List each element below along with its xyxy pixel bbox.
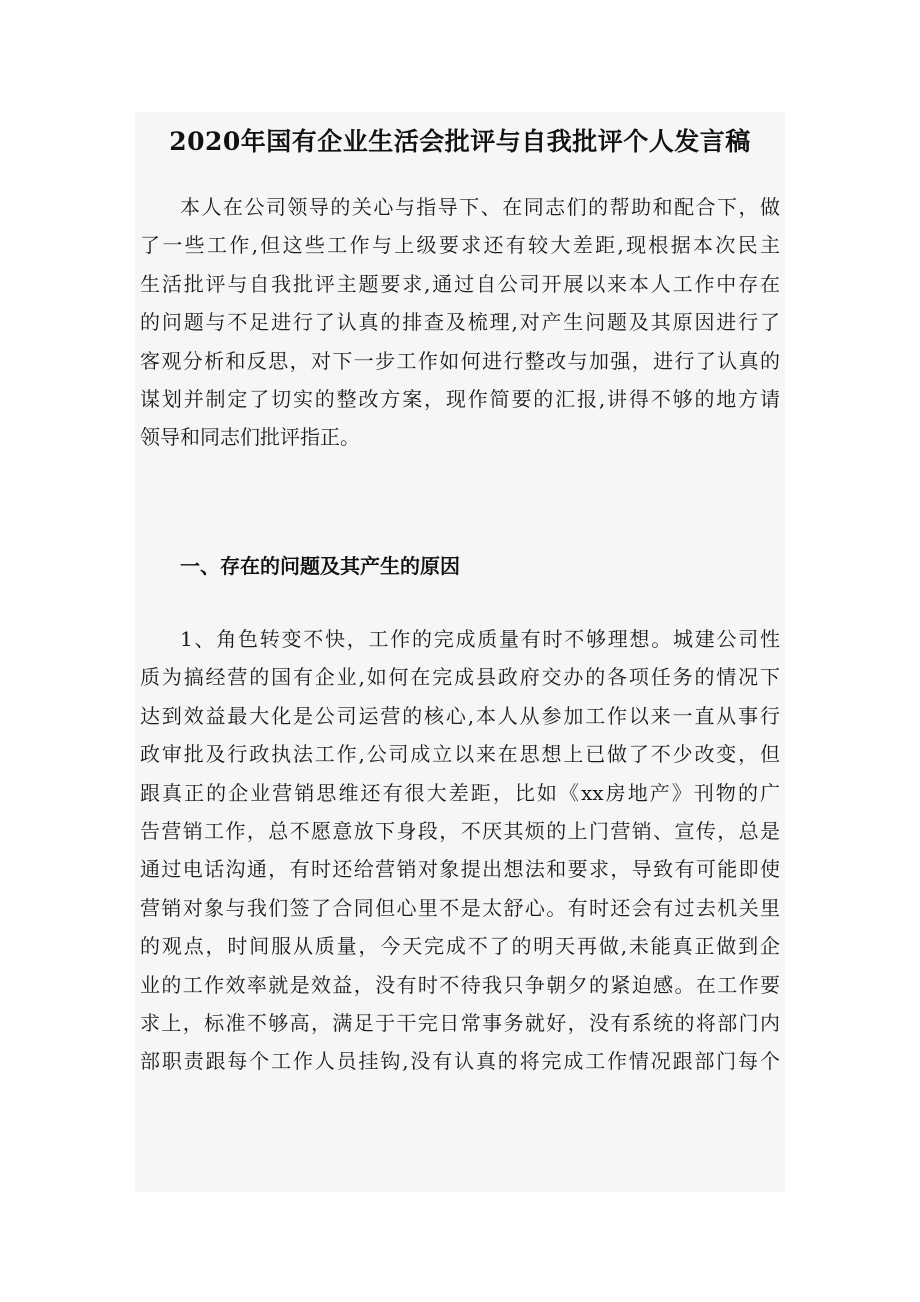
text-line: 通过电话沟通，有时还给营销对象提出想法和要求，导致有可能即使	[140, 857, 780, 882]
text-line: 业的工作效率就是效益，没有时不待我只争朝夕的紧迫感。在工作要	[140, 972, 780, 997]
text-line: 的问题与不足进行了认真的排查及梳理,对产生问题及其原因进行了	[140, 310, 780, 335]
section-heading: 一、存在的问题及其产生的原因	[180, 554, 460, 578]
document-page	[135, 112, 785, 1192]
text-line: 生活批评与自我批评主题要求,通过自公司开展以来本人工作中存在	[140, 271, 780, 296]
document-title: 2020年国有企业生活会批评与自我批评个人发言稿	[169, 127, 751, 156]
text-line: 营销对象与我们签了合同但心里不是太舒心。有时还会有过去机关里	[140, 895, 780, 920]
text-line: 领导和同志们批评指正。	[140, 425, 360, 450]
text-line: 部职责跟每个工作人员挂钩,没有认真的将完成工作情况跟部门每个	[140, 1049, 780, 1074]
text-line: 告营销工作，总不愿意放下身段，不厌其烦的上门营销、宣传，总是	[140, 818, 780, 843]
text-line: 求上，标准不够高，满足于干完日常事务就好，没有系统的将部门内	[140, 1010, 780, 1035]
text-line: 本人在公司领导的关心与指导下、在同志们的帮助和配合下，做	[180, 195, 780, 219]
intro-paragraph	[140, 188, 780, 457]
text-line: 客观分析和反思，对下一步工作如何进行整改与加强，进行了认真的	[140, 348, 780, 373]
point-1-paragraph	[140, 620, 780, 1081]
text-line: 跟真正的企业营销思维还有很大差距，比如《xx房地产》刊物的广	[140, 780, 780, 805]
text-line: 的观点，时间服从质量，今天完成不了的明天再做,未能真正做到企	[140, 934, 780, 959]
text-line: 了一些工作,但这些工作与上级要求还有较大差距,现根据本次民主	[140, 233, 780, 258]
text-line: 政审批及行政执法工作,公司成立以来在思想上已做了不少改变，但	[140, 742, 780, 767]
text-line: 1、角色转变不快，工作的完成质量有时不够理想。城建公司性	[180, 627, 780, 651]
text-line: 质为搞经营的国有企业,如何在完成县政府交办的各项任务的情况下	[140, 665, 780, 690]
text-line: 谋划并制定了切实的整改方案，现作简要的汇报,讲得不够的地方请	[140, 386, 780, 411]
text-line: 达到效益最大化是公司运营的核心,本人从参加工作以来一直从事行	[140, 703, 780, 728]
